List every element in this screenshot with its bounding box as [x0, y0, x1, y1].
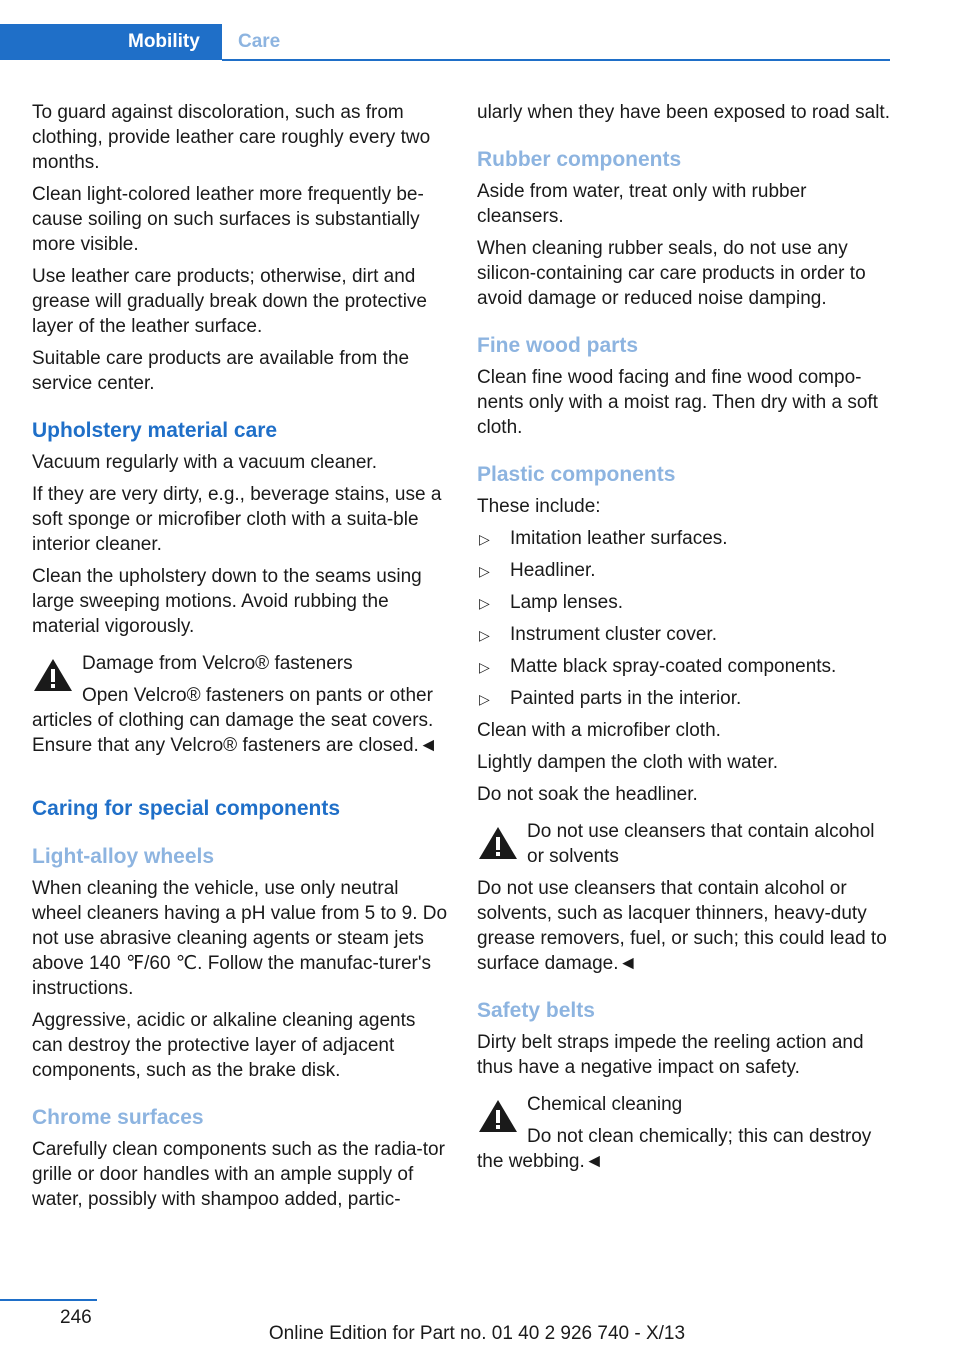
bullet-triangle-icon: ▷	[479, 563, 490, 579]
list-item: ▷ Painted parts in the interior.	[477, 686, 893, 711]
bullet-triangle-icon: ▷	[479, 659, 490, 675]
subheading-rubber: Rubber components	[477, 148, 682, 171]
paragraph: If they are very dirty, e.g., beverage stains, use a soft sponge or microfiber cloth with a suita-ble interior cleaner.	[32, 484, 442, 555]
tab-care[interactable]: Care	[238, 31, 281, 52]
paragraph: Lightly dampen the cloth with water.	[477, 752, 779, 773]
bullet-triangle-icon: ▷	[479, 627, 490, 643]
warning-title: Damage from Velcro® fasteners	[82, 653, 353, 674]
paragraph: To guard against discoloration, such as from clothing, provide leather care roughly every two months.	[32, 102, 431, 173]
bullet-triangle-icon: ▷	[479, 595, 490, 611]
list-item: ▷ Lamp lenses.	[477, 590, 893, 615]
paragraph: Clean fine wood facing and fine wood compo-nents only with a moist rag. Then dry with a soft cloth.	[477, 367, 878, 438]
warning-velcro	[32, 651, 448, 758]
list-item: ▷ Imitation leather surfaces.	[477, 526, 893, 551]
bullet-triangle-icon: ▷	[479, 531, 490, 547]
right-column	[477, 100, 893, 1182]
paragraph: Use leather care products; otherwise, dirt and grease will gradually break down the protective layer of the leather surface.	[32, 266, 427, 337]
left-column	[32, 100, 448, 1219]
paragraph: Dirty belt straps impede the reeling action and thus have a negative impact on safety.	[477, 1032, 864, 1078]
paragraph: When cleaning the vehicle, use only neutral wheel cleaners having a pH value from 5 to 9. Do not use abrasive cleaning agents or steam jets above 140 ℉/60 ℃. Follow the manufac-turer's instructions.	[32, 878, 448, 999]
paragraph: Carefully clean components such as the radia-tor grille or door handles with an ample supply of water, possibly with shampoo added, partic-	[32, 1139, 445, 1210]
warning-chemical	[477, 1092, 893, 1174]
tab-mobility[interactable]: Mobility	[128, 31, 200, 52]
paragraph: Aside from water, treat only with rubber cleansers.	[477, 181, 807, 227]
subheading-wood: Fine wood parts	[477, 334, 639, 357]
warning-icon	[32, 657, 74, 693]
section-heading-upholstery: Upholstery material care	[32, 419, 278, 442]
warning-alcohol	[477, 819, 893, 976]
subheading-belts: Safety belts	[477, 999, 595, 1022]
list-item: ▷ Matte black spray-coated components.	[477, 654, 893, 679]
warning-icon	[477, 1098, 519, 1134]
warning-title: Chemical cleaning	[527, 1094, 683, 1115]
warning-title: Do not use cleansers that contain alcohol or solvents	[527, 821, 875, 867]
subheading-alloy: Light-alloy wheels	[32, 845, 215, 868]
paragraph: Vacuum regularly with a vacuum cleaner.	[32, 452, 377, 473]
header-divider	[222, 59, 890, 61]
paragraph: Do not soak the headliner.	[477, 784, 698, 805]
paragraph: Suitable care products are available from the service center.	[32, 348, 410, 394]
paragraph: Aggressive, acidic or alkaline cleaning agents can destroy the protective layer of adjacent components, such as the brake disk.	[32, 1010, 416, 1081]
page-number: 246	[60, 1307, 92, 1328]
subheading-plastic: Plastic components	[477, 463, 676, 486]
warning-body: Open Velcro® fasteners on pants or other articles of clothing can damage the seat covers. Ensure that any Velcro® fasteners are closed.◄	[32, 685, 438, 756]
paragraph: When cleaning rubber seals, do not use any silicon-containing car care products in order to avoid damage or reduced noise damping.	[477, 238, 866, 309]
bullet-triangle-icon: ▷	[479, 691, 490, 707]
footer-edition: Online Edition for Part no. 01 40 2 926 740 - X/13	[268, 1323, 686, 1344]
subheading-chrome: Chrome surfaces	[32, 1106, 204, 1129]
warning-icon	[477, 825, 519, 861]
footer-divider	[0, 1299, 97, 1301]
warning-body: Do not clean chemically; this can destroy the webbing.◄	[477, 1126, 872, 1172]
warning-body: Do not use cleansers that contain alcohol or solvents, such as lacquer thinners, heavy-duty grease removers, fuel, or such; this could lead to surface damage.◄	[477, 878, 887, 974]
plastic-list	[477, 526, 893, 711]
paragraph: These include:	[477, 496, 601, 517]
paragraph: Clean the upholstery down to the seams using large sweeping motions. Avoid rubbing the material vigorously.	[32, 566, 422, 637]
list-item: ▷ Instrument cluster cover.	[477, 622, 893, 647]
paragraph: ularly when they have been exposed to road salt.	[477, 102, 890, 123]
section-heading-special: Caring for special components	[32, 797, 341, 820]
paragraph: Clean with a microfiber cloth.	[477, 720, 721, 741]
paragraph: Clean light-colored leather more frequently be-cause soiling on such surfaces is substantially more visible.	[32, 184, 424, 255]
list-item: ▷ Headliner.	[477, 558, 893, 583]
